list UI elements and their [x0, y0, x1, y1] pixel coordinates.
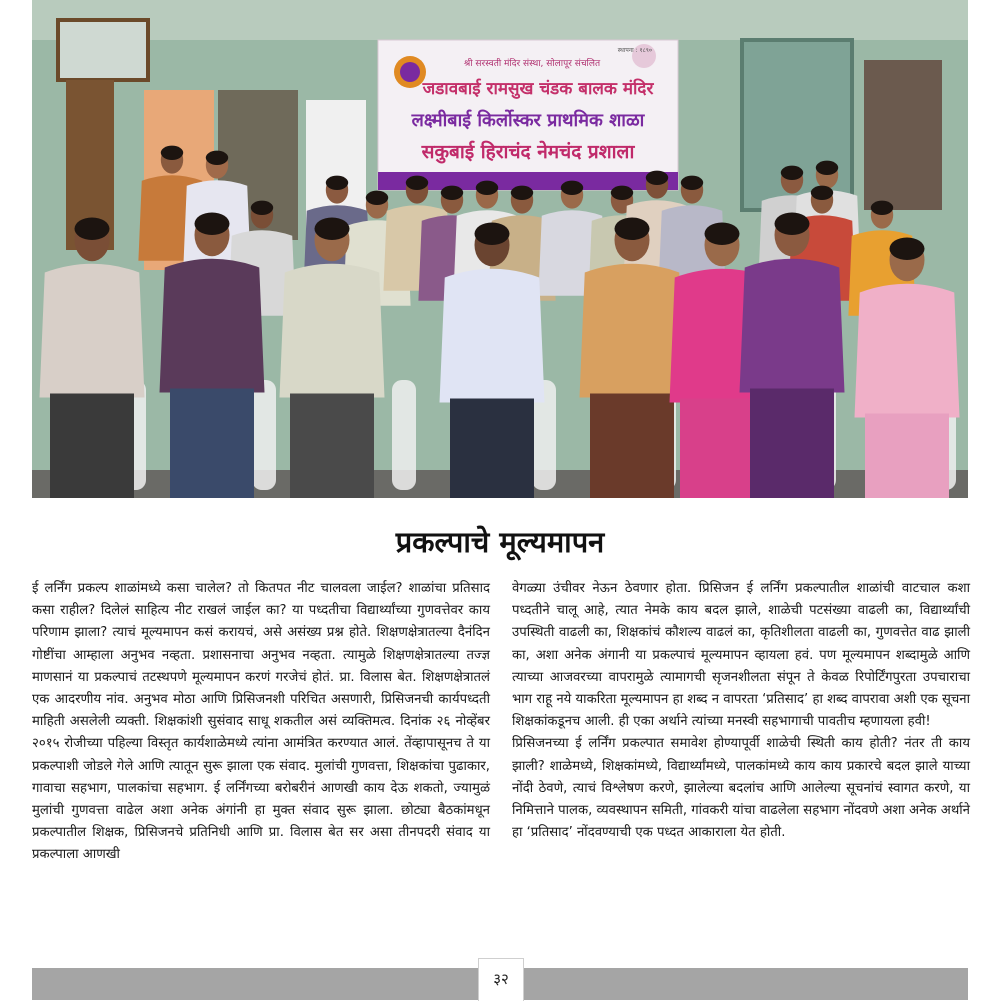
page-number: ३२: [478, 958, 524, 1001]
banner-line1: श्री सरस्वती मंदिर संस्था, सोलापूर संचलित: [463, 59, 601, 69]
left-paragraph: ई लर्निंग प्रकल्प शाळांमध्ये कसा चालेल? तो कितपत नीट चालवला जाईल? शाळांचा प्रतिसाद कसा राहील? दिलेलं साहित्य नीट राखलं जाईल का? या पध्दतीचा विद्यार्थ्यांच्या गुणवत्तेवर काय परिणाम झाला? त्याचं मूल्यमापन कसं करायचं, असे असंख्य प्रश्न होते. शिक्षणक्षेत्रातल्या दैनंदिन गोष्टींचा आम्हाला अनुभव नव्हता. प्रशासनाचा अनुभव नव्हता. त्यामुळे शिक्षणक्षेत्रातल्या तज्ज्ञ माणसानं या प्रकल्पाचं तटस्थपणे मूल्यमापन करणं गरजेचं होतं. प्रा. विलास बेत. शिक्षणक्षेत्रातलं एक आदरणीय नांव. अनुभव मोठा आणि प्रिसिजनशी परिचित असणारी, प्रिसिजनची कार्यपध्दती माहिती असलेली व्यक्ती. शिक्षकांशी सुसंवाद साधू शकतील असं व्यक्तिमत्व. दिनांक २६ नोव्हेंबर २०१५ रोजीच्या पहिल्या विस्तृत कार्यशाळेमध्ये त्यांना आमंत्रित करण्यात आलं. तेंव्हापासूनच ते या प्रकल्पाशी जोडले गेले आणि त्यातून सुरू झाला एक संवाद. मुलांची गुणवत्ता, शिक्षकांचा पुढाकार, गावाचा सहभाग, पालकांचा सहभाग. ई लर्निंगच्या बरोबरीनं आणखी काय देऊ शकतो, ज्यामुळं मुलांची गुणवत्ता वाढेल अशा अनेक अंगांनी हा मुक्त संवाद सुरू झाला. छोट्या बैठकांमधून प्रकल्पातील शिक्षक, प्रिसिजनचे प्रतिनिधी आणि प्रा. विलास बेत सर असा तीनपदरी संवाद या प्रकल्पाला आणखी: [32, 581, 490, 863]
banner-line4: सकुबाई हिराचंद नेमचंद प्रशाला: [421, 141, 635, 163]
banner-corner: स्थापना : १८९०: [617, 47, 652, 54]
school-banner: [378, 40, 678, 190]
banner-line3: लक्ष्मीबाई किर्लोस्कर प्राथमिक शाळा: [411, 110, 645, 131]
article-title: प्रकल्पाचे मूल्यमापन: [395, 525, 605, 559]
banner-line2: जडावबाई रामसुख चंडक बालक मंदिर: [422, 79, 654, 99]
group-photo: [32, 0, 968, 498]
right-paragraph-2: प्रिसिजनच्या ई लर्निंग प्रकल्पात समावेश होण्यापूर्वी शाळेची स्थिती काय होती? नंतर ती काय झाली? शाळेमध्ये, शिक्षकांमध्ये, विद्यार्थ्यांमध्ये, पालकांमध्ये काय काय प्रकारचे बदल झाले याच्या नोंदी ठेवणे, त्याचं विश्लेषण करणे, झालेल्या बदलांच आणि आलेल्या सूचनांचं स्वागत करणे, या निमित्ताने पालक, व्यवस्थापन समिती, गांवकरी यांचा वाढलेला सहभाग नोंदवणे अशा अनेक अर्थाने हा ‘प्रतिसाद’ नोंदवण्याची एक पध्दत आकाराला येत होती.: [512, 736, 970, 841]
article-right-column: [512, 578, 970, 844]
article-left-column: [32, 578, 490, 867]
right-paragraph-1: वेगळ्या उंचीवर नेऊन ठेवणार होता. प्रिसिजन ई लर्निंग प्रकल्पातील शाळांची वाटचाल कशा पध्दतीने चालू आहे, त्यात नेमके काय बदल झाले, शाळेची पटसंख्या वाढली का, विद्यार्थ्यांची उपस्थिती वाढली का, शिक्षकांचं कौशल्य वाढलं का, कृतिशीलता वाढली का, गुणवत्तेत वाढ झाली का, अशा अनेक अंगानी या प्रकल्पाचं मूल्यमापन व्हायला हवं. पण मूल्यमापन शब्दामुळे आणि त्याच्या आजवरच्या वापरामुळे त्यामागची सृजनशीलता संपून ते केवळ रिपोर्टिंगपुरता उपचाराचा भाग राहू नये याकरिता मूल्यमापन हा शब्द न वापरता ‘प्रतिसाद’ हा शब्द वापरावा अशी एक सूचना शिक्षकांकडूनच आली. ही एका अर्थाने त्यांच्या मनस्वी सहभागाची पावतीच म्हणायला हवी!: [512, 581, 970, 730]
